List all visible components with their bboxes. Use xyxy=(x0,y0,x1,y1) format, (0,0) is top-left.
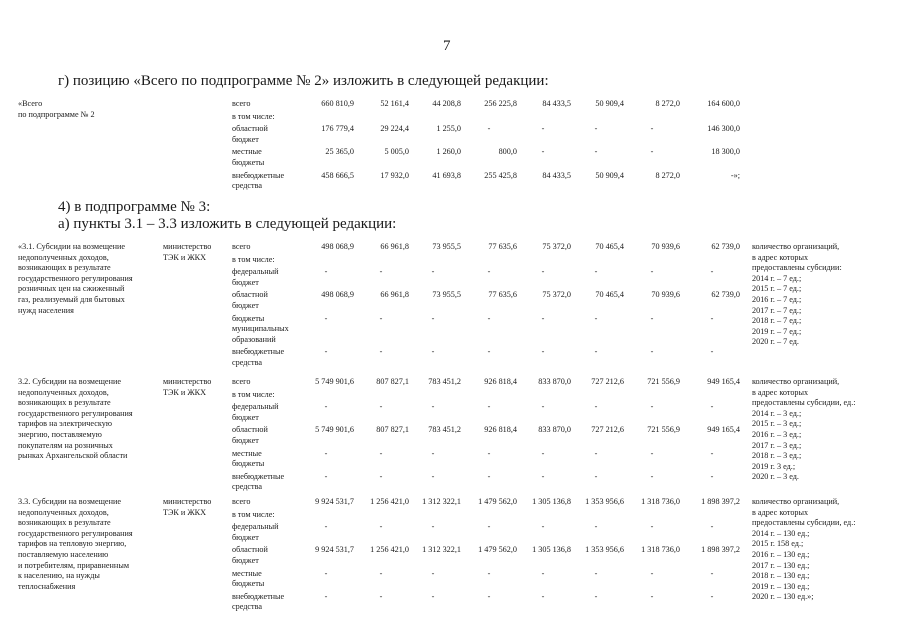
total-name: «Всего xyxy=(18,99,43,108)
item-value-cell: 9 924 531,7 xyxy=(315,497,354,506)
item-result-indicator: 2020 г. – 130 ед.»; xyxy=(752,592,814,602)
item-source-label: в том числе: xyxy=(232,389,275,399)
item-name: и потребителям, приравненным xyxy=(18,560,129,570)
item-source-label: областной xyxy=(232,545,268,555)
item-value-cell: 1 318 736,0 xyxy=(641,497,680,506)
item-executor: министерство xyxy=(163,497,212,506)
item-source-label: внебюджетные xyxy=(232,471,285,481)
item-result-indicator: 2019 г. – 130 ед.; xyxy=(752,581,810,591)
item-value-cell: - xyxy=(324,568,328,578)
item-result-indicator: 2015 г. 158 ед.; xyxy=(752,539,804,549)
item-source-label: всего xyxy=(232,377,251,386)
item-value-cell: - xyxy=(594,402,598,412)
item-value-cell: 77 635,6 xyxy=(488,242,517,251)
item-value-cell: 1 479 562,0 xyxy=(478,545,517,555)
item-value-cell: - xyxy=(594,313,598,323)
item-source-label: всего xyxy=(232,242,251,251)
item-value-cell: - xyxy=(594,448,598,458)
item-value-cell: 833 870,0 xyxy=(538,377,571,386)
total2-value-cell: 176 779,4 xyxy=(321,124,354,134)
item-executor: ТЭК и ЖКХ xyxy=(163,252,207,262)
item-value-cell: - xyxy=(379,568,383,578)
item-value-cell: - xyxy=(650,522,654,532)
item-name: государственного регулирования xyxy=(18,408,133,418)
item-value-cell: 721 556,9 xyxy=(647,377,680,386)
item-value-cell: 62 739,0 xyxy=(711,242,740,251)
item-source-label: бюджет xyxy=(232,277,259,287)
total2-source-label: местные xyxy=(232,147,262,157)
item-value-cell: - xyxy=(431,267,435,277)
item-value-cell: 73 955,5 xyxy=(432,290,461,300)
item-value-cell: - xyxy=(431,591,435,601)
item-value-cell: - xyxy=(324,313,328,323)
item-value-cell: - xyxy=(379,591,383,601)
item-value-cell: - xyxy=(594,347,598,357)
total2-value-cell: 41 693,8 xyxy=(432,170,461,180)
item-name: рынках Архангельской области xyxy=(18,451,128,461)
item-value-cell: 70 939,6 xyxy=(651,290,680,300)
total2-value-cell: 660 810,9 xyxy=(321,99,354,108)
item-value-cell: - xyxy=(487,471,491,481)
total2-value-cell: 1 260,0 xyxy=(436,147,461,157)
item-name: тарифов на электрическую xyxy=(18,419,112,429)
item-value-cell: - xyxy=(379,471,383,481)
item-value-cell: 1 898 397,2 xyxy=(701,545,740,555)
item-value-cell: 62 739,0 xyxy=(711,290,740,300)
item-source-label: всего xyxy=(232,497,251,506)
item-value-cell: - xyxy=(710,448,714,458)
item-result-indicator: количество организаций, xyxy=(752,497,840,506)
total2-value-cell: 255 425,8 xyxy=(484,170,517,180)
total2-value-cell: 1 255,0 xyxy=(436,124,461,134)
total2-value-cell: 8 272,0 xyxy=(655,99,680,108)
item-value-cell: - xyxy=(650,347,654,357)
item-value-cell: 5 749 901,6 xyxy=(315,377,354,386)
item-value-cell: - xyxy=(324,471,328,481)
total2-value-cell: 18 300,0 xyxy=(711,147,740,157)
item-value-cell: 70 465,4 xyxy=(595,242,624,251)
total2-value-cell: - xyxy=(594,147,598,157)
item-value-cell: - xyxy=(487,591,491,601)
item-source-label: местные xyxy=(232,448,262,458)
item-value-cell: - xyxy=(541,591,545,601)
item-value-cell: 75 372,0 xyxy=(542,242,571,251)
item-executor: министерство xyxy=(163,242,212,251)
total2-value-cell: 29 224,4 xyxy=(380,124,409,134)
item-value-cell: - xyxy=(431,471,435,481)
total2-value-cell: - xyxy=(594,124,598,134)
item-value-cell: - xyxy=(710,347,714,357)
total2-value-cell: 458 666,5 xyxy=(321,170,354,180)
item-value-cell: - xyxy=(650,568,654,578)
item-value-cell: 1 353 956,6 xyxy=(585,545,624,555)
item-value-cell: - xyxy=(487,347,491,357)
total2-value-cell: 52 161,4 xyxy=(380,99,409,108)
item-result-indicator: количество организаций, xyxy=(752,242,840,251)
item-value-cell: 66 961,8 xyxy=(380,290,409,300)
item-result-indicator: 2016 г. – 3 ед.; xyxy=(752,430,802,439)
item-source-label: федеральный xyxy=(232,267,279,277)
item-value-cell: 783 451,2 xyxy=(428,377,461,386)
item-value-cell: - xyxy=(487,402,491,412)
item-name: государственного регулирования xyxy=(18,528,133,538)
item-value-cell: - xyxy=(487,267,491,277)
item-value-cell: - xyxy=(594,522,598,532)
item-result-indicator: 2020 г. – 3 ед. xyxy=(752,472,799,482)
total2-value-cell: 164 600,0 xyxy=(707,99,740,108)
item-result-indicator: 2019 г. 3 ед.; xyxy=(752,461,796,471)
item-value-cell: - xyxy=(710,471,714,481)
item-value-cell: - xyxy=(487,313,491,323)
item-source-label: бюджеты xyxy=(232,459,265,469)
item-source-label: средства xyxy=(232,358,263,367)
item-value-cell: - xyxy=(541,448,545,458)
item-source-label: образований xyxy=(232,334,276,344)
item-value-cell: 783 451,2 xyxy=(428,425,461,435)
item-value-cell: - xyxy=(379,267,383,277)
item-value-cell: 926 818,4 xyxy=(484,425,517,435)
item-name: возникающих в результате xyxy=(18,263,111,273)
item-source-label: бюджет xyxy=(232,556,259,565)
item-source-label: бюджет xyxy=(232,532,259,542)
item-name: тарифов на тепловую энергию, xyxy=(18,539,127,549)
total2-value-cell: - xyxy=(541,124,545,134)
item-result-indicator: 2016 г. – 130 ед.; xyxy=(752,550,810,559)
total2-value-cell: - xyxy=(650,147,654,157)
item-source-label: бюджет xyxy=(232,301,259,310)
item-value-cell: 727 212,6 xyxy=(591,425,624,435)
item-value-cell: - xyxy=(431,568,435,578)
item-source-label: в том числе: xyxy=(232,509,275,519)
item-value-cell: - xyxy=(594,471,598,481)
item-value-cell: - xyxy=(541,402,545,412)
item-name: розничных цен на сжиженный xyxy=(18,284,125,294)
item-value-cell: 498 068,9 xyxy=(321,242,354,251)
page-number: 7 xyxy=(443,38,451,54)
total2-value-cell: 5 005,0 xyxy=(384,147,409,157)
item-result-indicator: 2018 г. – 3 ед.; xyxy=(752,451,802,461)
item-result-indicator: 2019 г. – 7 ед.; xyxy=(752,326,802,336)
item-value-cell: - xyxy=(379,402,383,412)
item-value-cell: - xyxy=(324,522,328,532)
item-value-cell: 807 827,1 xyxy=(376,425,409,435)
total2-value-cell: 8 272,0 xyxy=(655,170,680,180)
item-value-cell: 727 212,6 xyxy=(591,377,624,386)
item-value-cell: 73 955,5 xyxy=(432,242,461,251)
item-value-cell: - xyxy=(541,568,545,578)
item-source-label: внебюджетные xyxy=(232,591,285,601)
item-source-label: федеральный xyxy=(232,522,279,532)
item-value-cell: 1 312 322,1 xyxy=(422,545,461,555)
item-result-indicator: 2014 г. – 7 ед.; xyxy=(752,273,802,283)
item-value-cell: - xyxy=(541,313,545,323)
item-value-cell: 75 372,0 xyxy=(542,290,571,300)
item-value-cell: 949 165,4 xyxy=(707,377,740,386)
item-name: «3.1. Субсидии на возмещение xyxy=(18,242,126,251)
item-value-cell: - xyxy=(650,591,654,601)
item-value-cell: - xyxy=(650,471,654,481)
item-value-cell: - xyxy=(324,402,328,412)
item-name: возникающих в результате xyxy=(18,518,111,528)
item-value-cell: - xyxy=(324,347,328,357)
item-name: 3.3. Субсидии на возмещение xyxy=(18,497,121,506)
total2-value-cell: - xyxy=(541,147,545,157)
item-source-label: федеральный xyxy=(232,402,279,412)
total2-value-cell: 84 433,5 xyxy=(542,99,571,108)
item-result-indicator: 2016 г. – 7 ед.; xyxy=(752,295,802,304)
item-executor: ТЭК и ЖКХ xyxy=(163,387,207,397)
item-name: поставляемую населению xyxy=(18,550,109,559)
item-value-cell: - xyxy=(710,522,714,532)
item-value-cell: 926 818,4 xyxy=(484,377,517,386)
item-value-cell: 1 479 562,0 xyxy=(478,497,517,506)
item-source-label: средства xyxy=(232,482,263,492)
item-source-label: бюджет xyxy=(232,436,259,445)
item-value-cell: - xyxy=(594,267,598,277)
item-source-label: муниципальных xyxy=(232,324,289,334)
item-result-indicator: предоставлены субсидии, ед.: xyxy=(752,398,856,408)
item-result-indicator: в адрес которых xyxy=(752,252,809,262)
item-result-indicator: в адрес которых xyxy=(752,507,809,517)
item-value-cell: - xyxy=(379,313,383,323)
item-result-indicator: 2018 г. – 130 ед.; xyxy=(752,571,810,581)
item-value-cell: 1 305 136,8 xyxy=(532,497,571,506)
item-value-cell: - xyxy=(379,522,383,532)
item-value-cell: - xyxy=(431,448,435,458)
item-value-cell: 1 353 956,6 xyxy=(585,497,624,506)
item-value-cell: - xyxy=(650,448,654,458)
item-value-cell: - xyxy=(710,313,714,323)
item-value-cell: - xyxy=(710,591,714,601)
item-name: возникающих в результате xyxy=(18,398,111,408)
item-name: нужд населения xyxy=(18,305,74,315)
item-name: 3.2. Субсидии на возмещение xyxy=(18,377,121,386)
item-value-cell: - xyxy=(710,402,714,412)
item-result-indicator: 2020 г. – 7 ед. xyxy=(752,337,799,347)
heading-items-3-1-3-3: а) пункты 3.1 – 3.3 изложить в следующей редакции: xyxy=(58,216,397,232)
item-value-cell: - xyxy=(710,568,714,578)
item-value-cell: - xyxy=(541,471,545,481)
total2-value-cell: 256 225,8 xyxy=(484,99,517,108)
item-name: газ, реализуемый для бытовых xyxy=(18,295,125,304)
item-result-indicator: в адрес которых xyxy=(752,387,809,397)
item-name: недополученных доходов, xyxy=(18,507,109,517)
item-value-cell: - xyxy=(431,522,435,532)
item-result-indicator: предоставлены субсидии, ед.: xyxy=(752,518,856,528)
item-value-cell: 498 068,9 xyxy=(321,290,354,300)
total2-source-label: бюджет xyxy=(232,134,259,144)
item-value-cell: - xyxy=(431,402,435,412)
heading-subprogram-3: 4) в подпрограмме № 3: xyxy=(58,199,211,215)
item-name: энергию, поставляемую xyxy=(18,430,102,439)
item-value-cell: - xyxy=(431,347,435,357)
item-name: недополученных доходов, xyxy=(18,387,109,397)
item-source-label: бюджеты xyxy=(232,579,265,589)
heading-total-subprogram-2: г) позицию «Всего по подпрограмме № 2» изложить в следующей редакции: xyxy=(58,73,549,89)
item-value-cell: 1 305 136,8 xyxy=(532,545,571,555)
item-value-cell: 1 256 421,0 xyxy=(370,545,409,555)
item-value-cell: 77 635,6 xyxy=(488,290,517,300)
item-executor: ТЭК и ЖКХ xyxy=(163,507,207,517)
item-value-cell: 70 939,6 xyxy=(651,242,680,251)
item-executor: министерство xyxy=(163,377,212,386)
item-value-cell: 1 256 421,0 xyxy=(370,497,409,506)
total2-value-cell: - xyxy=(487,124,491,134)
item-value-cell: - xyxy=(487,448,491,458)
total2-value-cell: 84 433,5 xyxy=(542,170,571,180)
item-source-label: областной xyxy=(232,425,268,435)
item-name: недополученных доходов, xyxy=(18,252,109,262)
item-value-cell: 9 924 531,7 xyxy=(315,545,354,555)
total2-value-cell: 44 208,8 xyxy=(432,99,461,108)
item-value-cell: - xyxy=(431,313,435,323)
total2-source-label: средства xyxy=(232,181,263,191)
item-result-indicator: 2017 г. – 130 ед.; xyxy=(752,560,810,570)
total2-value-cell: -»; xyxy=(730,170,740,180)
item-value-cell: 1 312 322,1 xyxy=(422,497,461,506)
item-value-cell: 833 870,0 xyxy=(538,425,571,435)
item-value-cell: 66 961,8 xyxy=(380,242,409,251)
total2-value-cell: 800,0 xyxy=(498,147,517,157)
item-value-cell: - xyxy=(324,448,328,458)
item-result-indicator: 2014 г. – 3 ед.; xyxy=(752,408,802,418)
item-source-label: областной xyxy=(232,290,268,300)
item-value-cell: - xyxy=(650,402,654,412)
item-source-label: в том числе: xyxy=(232,254,275,264)
total2-value-cell: - xyxy=(650,124,654,134)
total2-source-label: внебюджетные xyxy=(232,170,285,180)
item-result-indicator: 2018 г. – 7 ед.; xyxy=(752,316,802,326)
item-value-cell: 5 749 901,6 xyxy=(315,425,354,435)
total2-value-cell: 50 909,4 xyxy=(595,99,624,108)
item-value-cell: - xyxy=(710,267,714,277)
item-value-cell: - xyxy=(541,267,545,277)
item-name: покупателям на розничных xyxy=(18,440,113,450)
item-value-cell: - xyxy=(650,267,654,277)
item-source-label: местные xyxy=(232,568,262,578)
item-source-label: бюджет xyxy=(232,412,259,422)
total2-source-label: бюджеты xyxy=(232,158,265,167)
item-value-cell: - xyxy=(379,347,383,357)
item-value-cell: 949 165,4 xyxy=(707,425,740,435)
item-result-indicator: количество организаций, xyxy=(752,377,840,386)
item-name: теплоснабжения xyxy=(18,581,76,591)
item-value-cell: - xyxy=(541,347,545,357)
item-name: государственного регулирования xyxy=(18,273,133,283)
item-result-indicator: 2017 г. – 7 ед.; xyxy=(752,305,802,315)
item-value-cell: - xyxy=(487,522,491,532)
total2-source-label: областной xyxy=(232,124,268,134)
item-result-indicator: 2014 г. – 130 ед.; xyxy=(752,528,810,538)
item-value-cell: - xyxy=(379,448,383,458)
item-source-label: внебюджетные xyxy=(232,347,285,357)
item-value-cell: 70 465,4 xyxy=(595,290,624,300)
item-value-cell: 1 898 397,2 xyxy=(701,497,740,506)
item-source-label: средства xyxy=(232,602,263,612)
item-value-cell: - xyxy=(324,591,328,601)
item-result-indicator: 2015 г. – 7 ед.; xyxy=(752,284,802,294)
total2-value-cell: 17 932,0 xyxy=(380,170,409,180)
total2-source-label: всего xyxy=(232,99,251,108)
item-value-cell: - xyxy=(324,267,328,277)
item-value-cell: 721 556,9 xyxy=(647,425,680,435)
item-result-indicator: 2015 г. – 3 ед.; xyxy=(752,419,802,429)
item-value-cell: 807 827,1 xyxy=(376,377,409,386)
item-source-label: бюджеты xyxy=(232,313,265,323)
total2-source-label: в том числе: xyxy=(232,111,275,121)
item-value-cell: - xyxy=(594,568,598,578)
item-name: к населению, на нужды xyxy=(18,571,100,581)
item-result-indicator: предоставлены субсидии: xyxy=(752,263,842,273)
item-value-cell: 1 318 736,0 xyxy=(641,545,680,555)
item-value-cell: - xyxy=(487,568,491,578)
total2-value-cell: 25 365,0 xyxy=(325,147,354,157)
total-name: по подпрограмме № 2 xyxy=(18,109,95,119)
item-value-cell: - xyxy=(650,313,654,323)
total2-value-cell: 146 300,0 xyxy=(707,124,740,134)
item-value-cell: - xyxy=(541,522,545,532)
total2-value-cell: 50 909,4 xyxy=(595,170,624,180)
item-result-indicator: 2017 г. – 3 ед.; xyxy=(752,440,802,450)
item-value-cell: - xyxy=(594,591,598,601)
